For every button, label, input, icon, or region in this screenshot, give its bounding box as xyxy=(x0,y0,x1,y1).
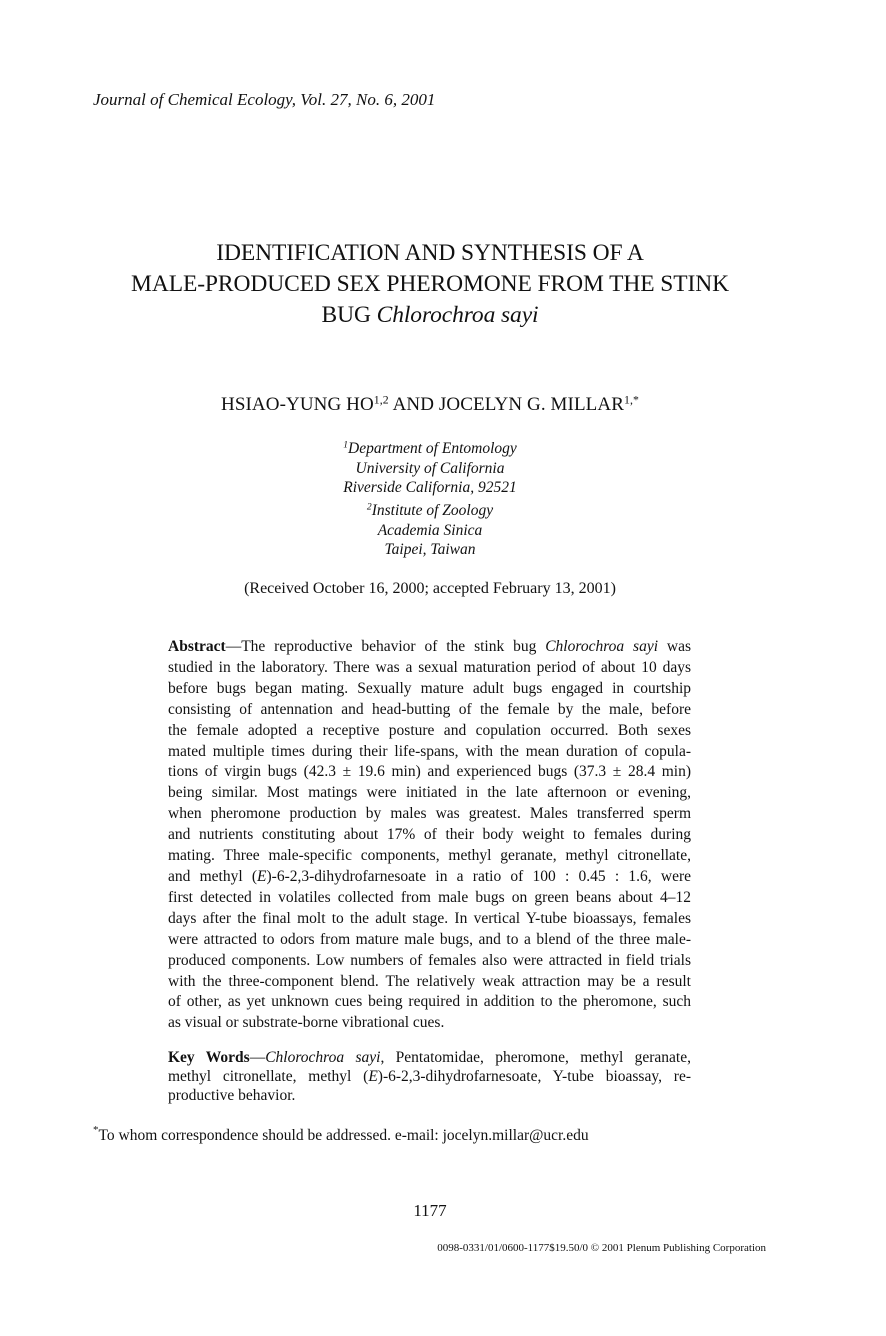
abstract xyxy=(168,637,691,1034)
keywords-line: Key Words—Chlorochroa sayi, Pentatomidae, pheromone, methyl geranate, xyxy=(168,1049,691,1066)
abstract-line: were attracted to odors from mature male bugs, and to a blend of the three male- xyxy=(168,930,691,948)
footnote-marker: * xyxy=(93,1124,99,1136)
author-1-affiliation: 1,2 xyxy=(373,393,389,407)
article-title xyxy=(60,238,800,331)
title-line-3-prefix: BUG xyxy=(321,302,377,328)
abstract-line: when pheromone production by males was greatest. Males transferred sperm xyxy=(168,805,691,823)
title-line-2: MALE-PRODUCED SEX PHEROMONE FROM THE STINK xyxy=(131,271,729,297)
affiliation-1-line: University of California xyxy=(355,459,505,477)
journal-header: Journal of Chemical Ecology, Vol. 27, No. 6, 2001 xyxy=(93,90,436,109)
author-list xyxy=(60,394,800,416)
abstract-line: as visual or substrate-borne vibrational cues. xyxy=(168,1014,445,1032)
species-name: Chlorochroa sayi xyxy=(376,302,539,328)
page-number: 1177 xyxy=(413,1201,447,1220)
affiliation-2-line: Academia Sinica xyxy=(377,521,483,539)
abstract-line: and nutrients constituting about 17% of their body weight to females during xyxy=(168,826,691,844)
author-1: HSIAO-YUNG HO xyxy=(221,394,374,415)
abstract-line: days after the final molt to the adult stage. In vertical Y-tube bioassays, females xyxy=(168,909,691,927)
affiliation-1-line: Riverside California, 92521 xyxy=(343,479,517,496)
species-name: Chlorochroa sayi xyxy=(265,1049,381,1066)
abstract-line: with the three-component blend. The relatively weak attraction may be a result xyxy=(168,972,691,990)
abstract-line: being similar. Most matings were initiated in the late afternoon or evening, xyxy=(168,784,691,802)
abstract-line: produced components. Low numbers of females also were attracted in field trials xyxy=(168,951,691,969)
affiliation-2-line: Institute of Zoology xyxy=(371,502,494,519)
received-dates: (Received October 16, 2000; accepted February 13, 2001) xyxy=(244,580,616,597)
abstract-line: before bugs began mating. Sexually mature adult bugs engaged in courtship xyxy=(168,679,691,697)
copyright-line: 0098-0331/01/0600-1177$19.50/0 © 2001 Plenum Publishing Corporation xyxy=(437,1242,766,1254)
title-line-1: IDENTIFICATION AND SYNTHESIS OF A xyxy=(216,240,644,266)
affiliation-1-number: 1 xyxy=(343,439,349,451)
abstract-line: of other, as yet unknown cues being required in addition to the pheromone, such xyxy=(168,993,691,1011)
abstract-label: Abstract xyxy=(168,638,226,655)
footnote-text: To whom correspondence should be addressed. e-mail: jocelyn.millar@ucr.edu xyxy=(98,1127,589,1144)
abstract-line: the female adopted a receptive posture and copulation occurred. Both sexes xyxy=(168,721,691,739)
key-words xyxy=(168,1048,691,1105)
author-conjunction: AND xyxy=(388,394,439,415)
title-line-3 xyxy=(60,300,800,331)
affiliation-1-line: Department of Entomology xyxy=(348,440,517,457)
abstract-line: and methyl (E)-6-2,3-dihydrofarnesoate in a ratio of 100 : 0.45 : 1.6, were xyxy=(168,867,692,885)
abstract-line: mating. Three male-specific components, methyl geranate, methyl citronellate, xyxy=(168,847,691,865)
affiliation-2 xyxy=(230,501,630,560)
abstract-line: studied in the laboratory. There was a sexual maturation period of about 10 days xyxy=(168,658,691,676)
species-name: Chlorochroa sayi xyxy=(545,638,659,655)
affiliation-2-number: 2 xyxy=(366,501,372,513)
abstract-line: consisting of antennation and head-butting of the female by the male, before xyxy=(168,700,691,718)
author-2-affiliation: 1,* xyxy=(623,393,639,407)
keywords-label: Key Words xyxy=(168,1049,250,1066)
abstract-line: first detected in volatiles collected from male bugs on green beans about 4–12 xyxy=(168,888,691,906)
abstract-line: mated multiple times during their life-spans, with the mean duration of copula- xyxy=(168,742,691,760)
keywords-line: productive behavior. xyxy=(168,1087,296,1104)
abstract-line: Abstract—The reproductive behavior of the stink bug Chlorochroa sayi was xyxy=(168,638,691,655)
affiliation-2-line: Taipei, Taiwan xyxy=(384,541,476,558)
correspondence-footnote xyxy=(93,1124,589,1145)
abstract-line: tions of virgin bugs (42.3 ± 19.6 min) and experienced bugs (37.3 ± 28.4 min) xyxy=(168,763,691,781)
author-2: JOCELYN G. MILLAR xyxy=(438,394,624,415)
keywords-line: methyl citronellate, methyl (E)-6-2,3-dihydrofarnesoate, Y-tube bioassay, re- xyxy=(168,1068,691,1085)
affiliation-1 xyxy=(230,439,630,498)
